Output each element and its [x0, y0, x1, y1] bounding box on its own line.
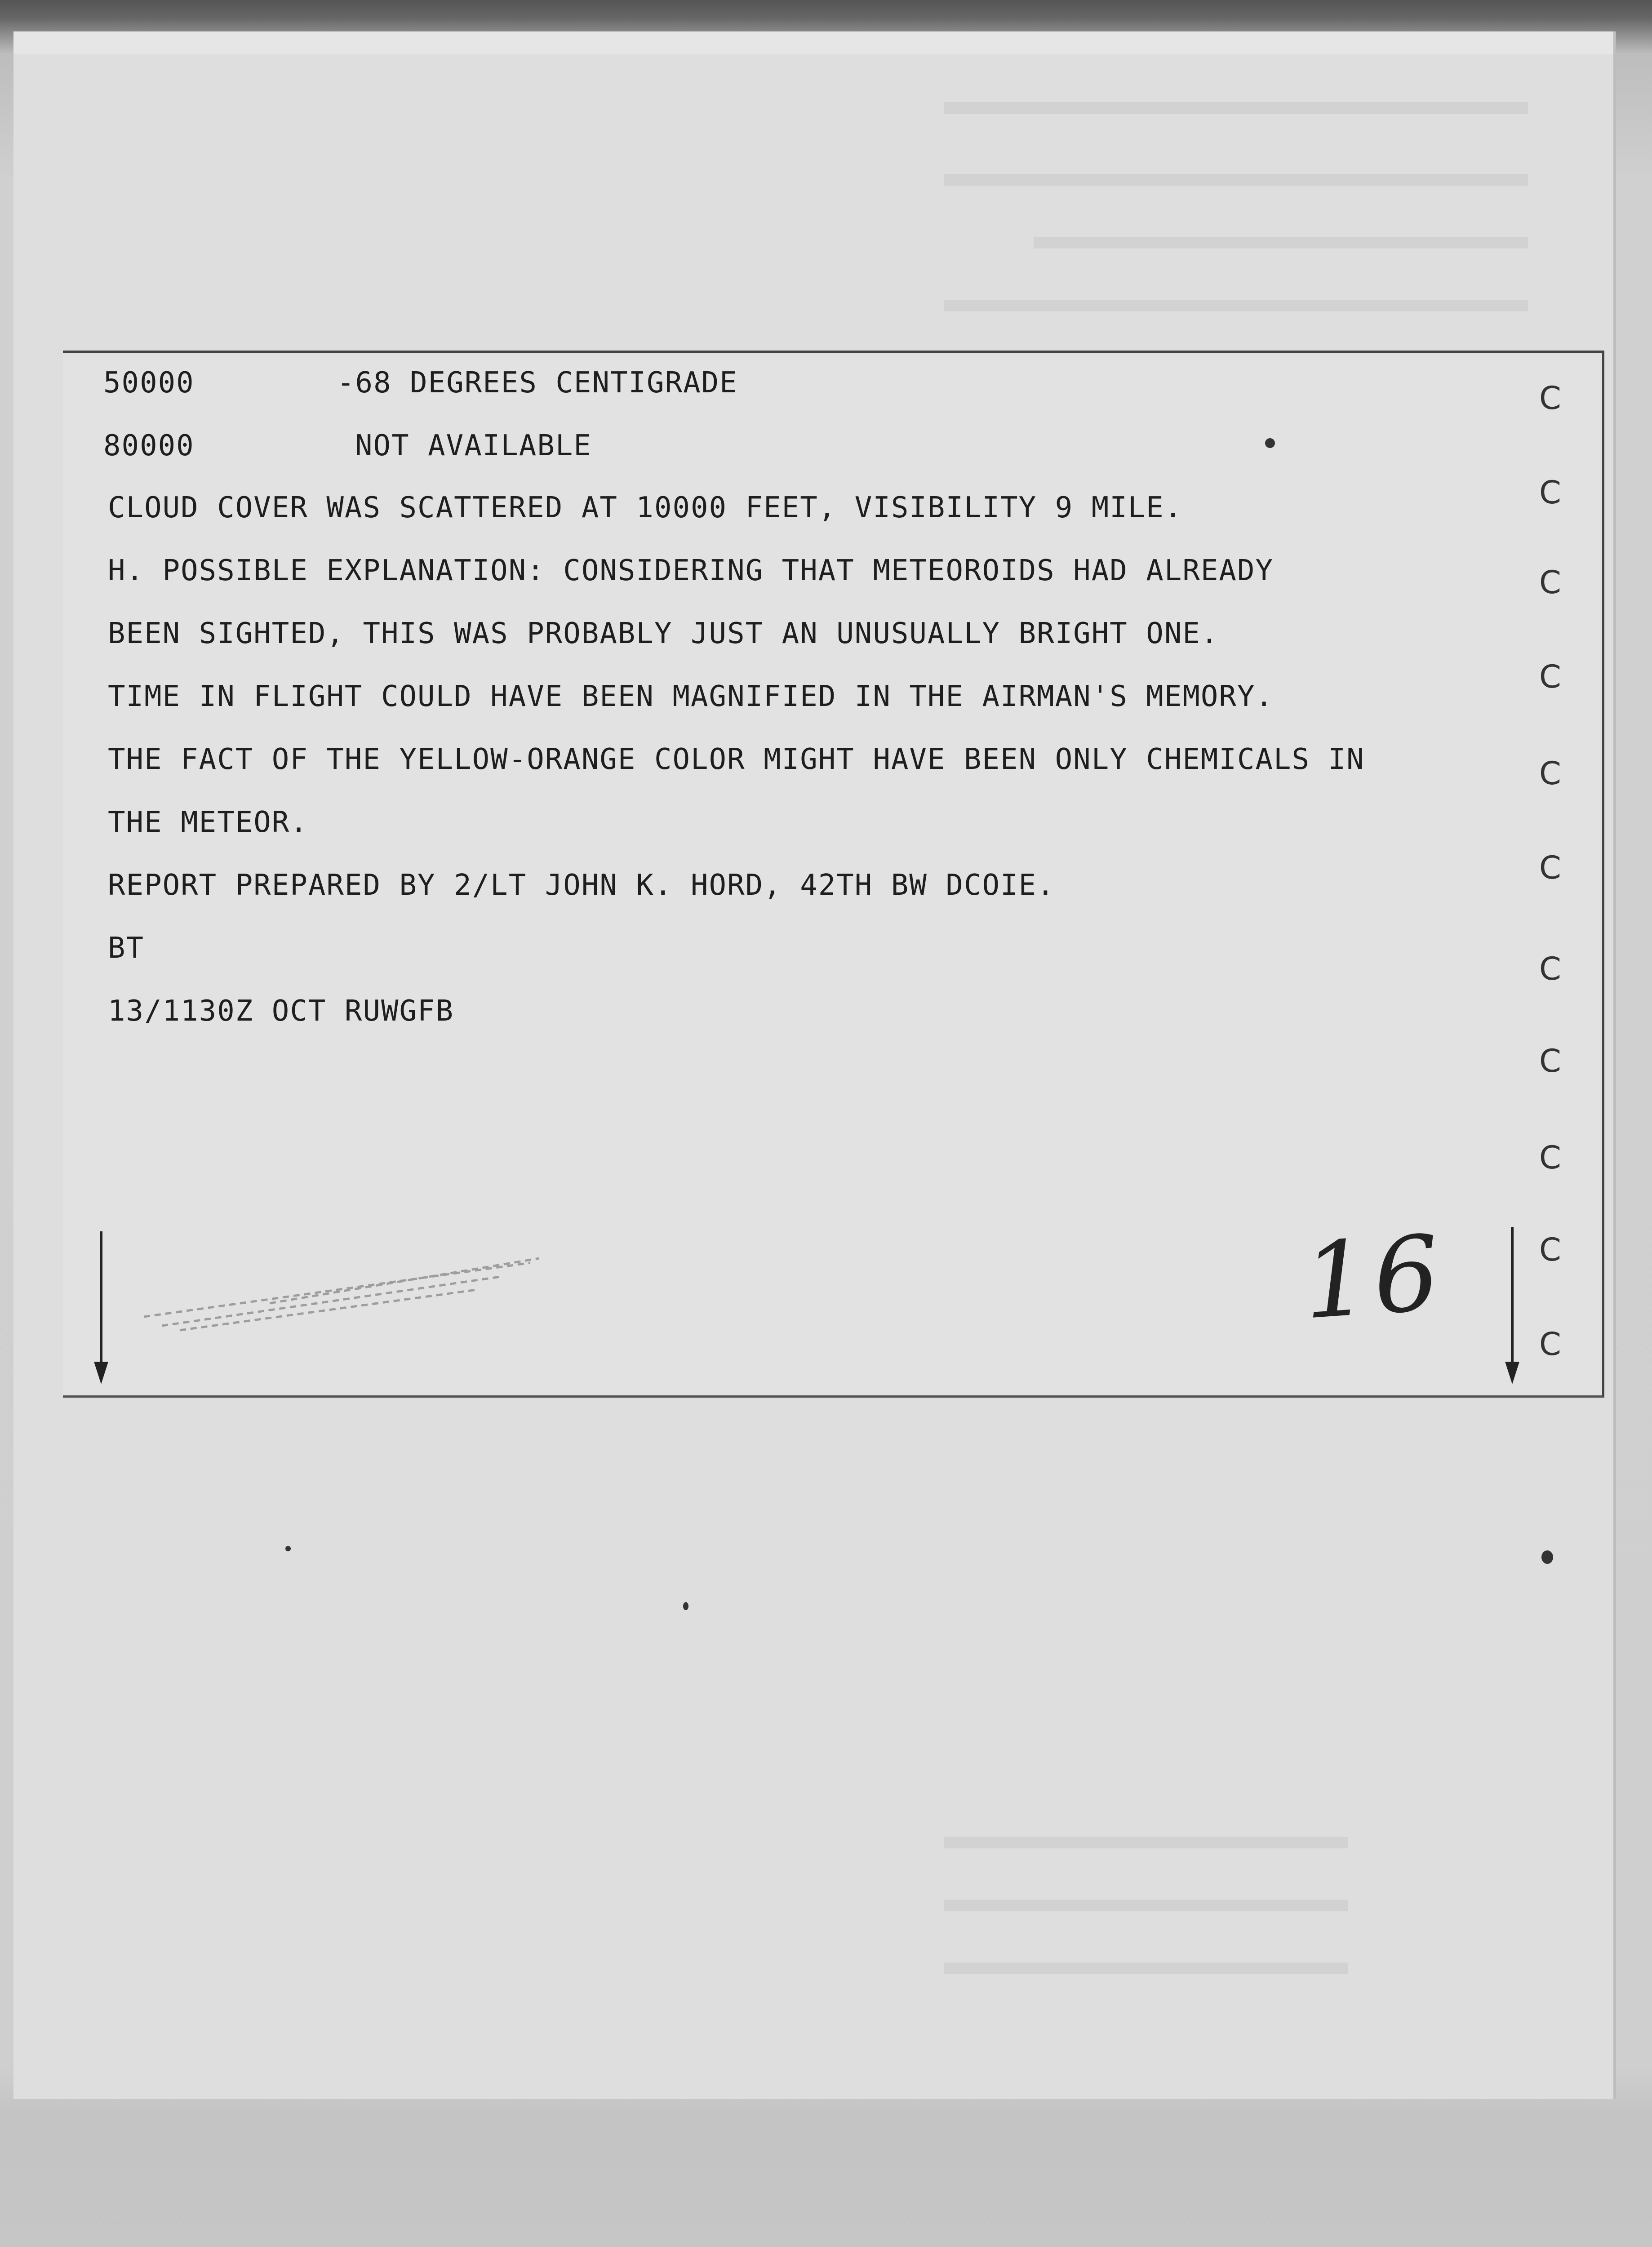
margin-c-mark: C: [1539, 564, 1561, 601]
margin-c-mark: C: [1539, 658, 1561, 695]
speck: [1541, 1550, 1553, 1564]
text-line-explanation-3: TIME IN FLIGHT COULD HAVE BEEN MAGNIFIED IN THE AIRMAN'S MEMORY.: [108, 680, 1274, 713]
margin-c-mark: C: [1539, 1326, 1561, 1363]
text-line-cloud-cover: CLOUD COVER WAS SCATTERED AT 10000 FEET, VISIBILITY 9 MILE.: [108, 491, 1183, 524]
text-line-explanation-4: THE FACT OF THE YELLOW-ORANGE COLOR MIGHT HAVE BEEN ONLY CHEMICALS IN: [108, 743, 1365, 776]
margin-c-mark: C: [1539, 1231, 1561, 1268]
handwritten-page-number: 16: [1299, 1213, 1448, 1343]
text-line-explanation-2: BEEN SIGHTED, THIS WAS PROBABLY JUST AN UNUSUALLY BRIGHT ONE.: [108, 617, 1219, 650]
text-line-explanation-5: THE METEOR.: [108, 806, 308, 839]
margin-c-mark: C: [1539, 849, 1561, 886]
speck: [683, 1602, 688, 1610]
text-line-bt: BT: [108, 932, 145, 965]
altitude-80000-value: NOT AVAILABLE: [355, 429, 592, 462]
text-line-report-prepared: REPORT PREPARED BY 2/LT JOHN K. HORD, 42TH BW DCOIE.: [108, 869, 1055, 902]
margin-c-mark: C: [1539, 1043, 1561, 1079]
altitude-80000-label: 80000: [103, 429, 195, 462]
speck: [1265, 438, 1275, 448]
margin-c-mark: C: [1539, 380, 1561, 417]
page-top-edge: [13, 31, 1613, 54]
margin-c-mark: C: [1539, 755, 1561, 792]
margin-c-mark: C: [1539, 474, 1561, 511]
speck: [285, 1546, 291, 1551]
altitude-50000-value: -68 DEGREES CENTIGRADE: [337, 366, 738, 400]
margin-c-mark: C: [1539, 1139, 1561, 1176]
down-arrow-icon: [1499, 1227, 1526, 1389]
margin-c-mark: C: [1539, 950, 1561, 987]
text-line-dtg: 13/1130Z OCT RUWGFB: [108, 995, 454, 1028]
altitude-50000-label: 50000: [103, 366, 195, 400]
ink-smudge: [135, 1249, 539, 1339]
down-arrow-icon: [88, 1231, 115, 1389]
text-line-explanation-1: H. POSSIBLE EXPLANATION: CONSIDERING THAT METEOROIDS HAD ALREADY: [108, 554, 1274, 587]
